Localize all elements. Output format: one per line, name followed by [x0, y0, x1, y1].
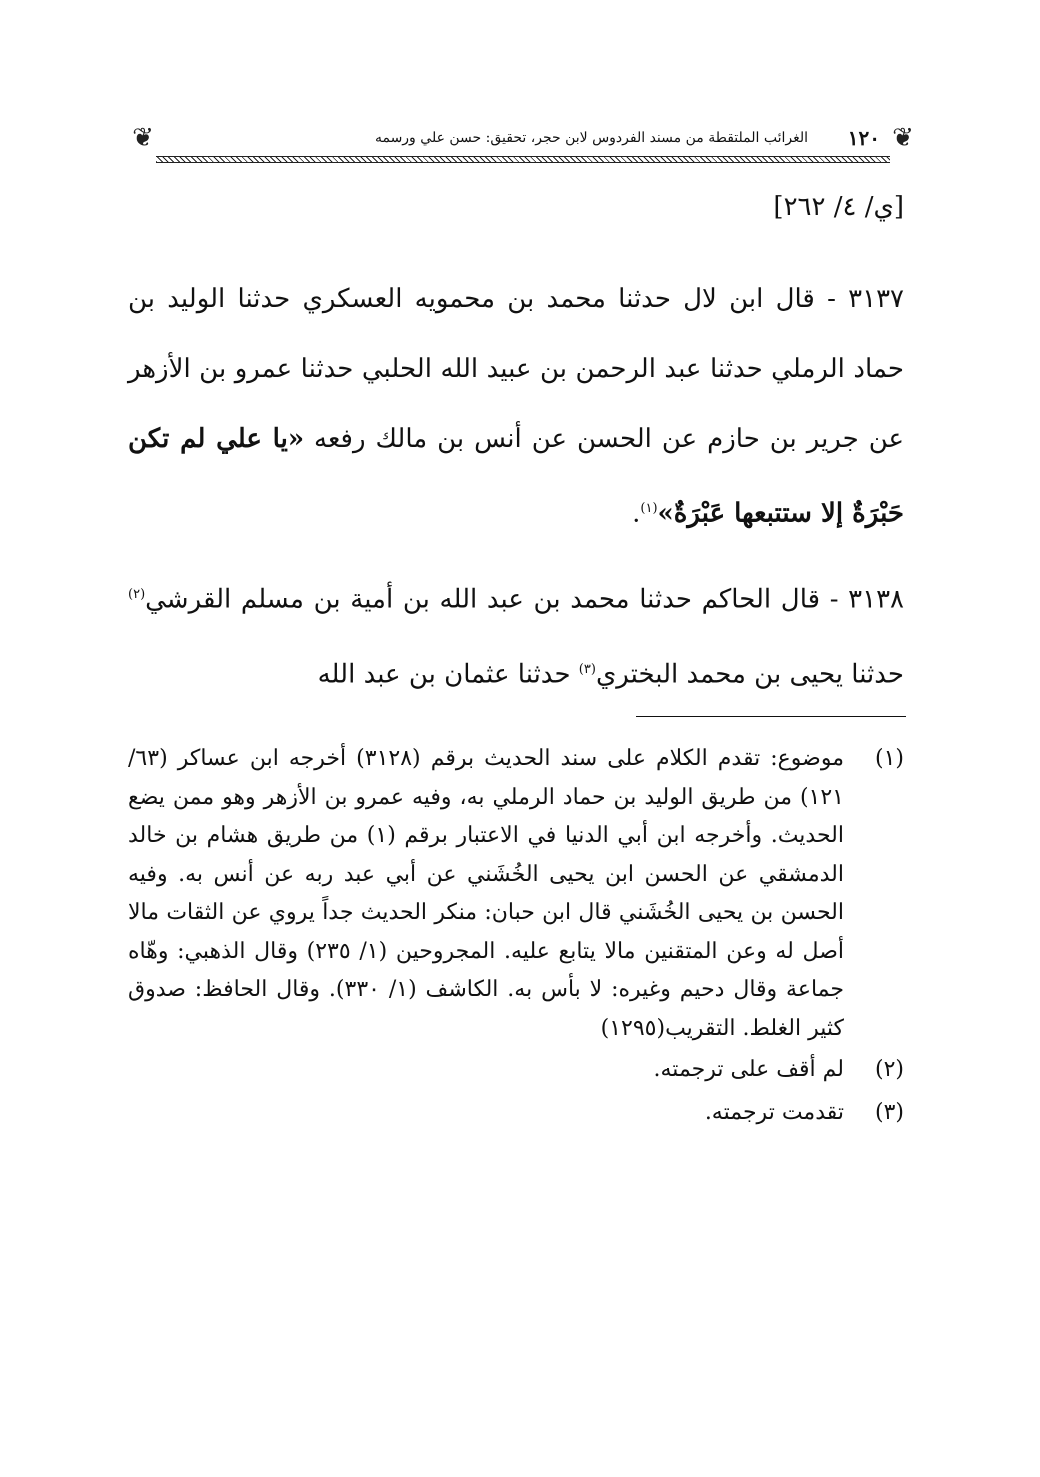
- footnotes: [128, 740, 904, 1134]
- footnote-mark-1: (١): [640, 501, 658, 516]
- hadith-3137-isnad: ٣١٣٧ - قال ابن لال حدثنا محمد بن محمويه العسكري حدثنا الوليد بن حماد الرملي حدثنا عبد الرحمن بن عبيد الله الحلبي حدثنا عمرو بن الأزهر عن جرير بن حازم عن الحسن عن أنس بن مالك رفعه: [128, 284, 904, 454]
- running-title: الغرائب الملتقطة من مسند الفردوس لابن حجر، تحقيق: حسن علي ورسمه: [374, 130, 808, 146]
- footnote-mark-3: (٣): [578, 661, 596, 677]
- hadith-3137: [128, 264, 904, 564]
- footnote-number: (٣): [874, 1100, 904, 1125]
- floral-ornament-icon: ❦: [132, 123, 154, 153]
- footnote-3: [128, 1091, 904, 1134]
- footnote-2: [128, 1048, 904, 1091]
- footnote-text: موضوع: تقدم الكلام على سند الحديث برقم (٣١٢٨) أخرجه ابن عساكر (٦٣/ ١٢١) من طريق الوليد بن حماد الرملي به، وفيه عمرو بن الأزهر وهو ممن يضع الحديث. وأخرجه ابن أبي الدنيا في الاعتبار برقم (١) من طريق هشام بن خالد الدمشقي عن الحسن ابن يحيى الخُشَني عن أبي عبد ربه عن أنس به. وفيه الحسن بن يحيى الخُشَني قال ابن حبان: منكر الحديث جداً يروي عن الثقات مالا أصل له وعن المتقنين مالا يتابع عليه. المجروحين (١/ ٢٣٥) وقال الذهبي: وهّاه جماعة وقال دحيم وغيره: لا بأس به. الكاشف (١/ ٣٣٠). وقال الحافظ: صدوق كثير الغلط. التقريب(١٢٩٥): [128, 746, 845, 1041]
- page-header: [128, 112, 918, 174]
- hadith-3137-text: «يا علي لم تكن حَبْرَةٌ إلا ستتبعها عَبْرَةٌ»: [128, 424, 904, 529]
- hadith-3138-part2: حدثنا يحيى بن محمد البختري: [595, 659, 904, 690]
- footnote-text: لم أقف على ترجمته.: [653, 1057, 844, 1082]
- hadith-3138-part1: ٣١٣٨ - قال الحاكم حدثنا محمد بن عبد الله بن أمية بن مسلم القرشي: [145, 584, 904, 615]
- footnote-number: (١): [874, 746, 904, 771]
- sentence-end: .: [632, 498, 641, 529]
- footnote-number: (٢): [874, 1057, 904, 1082]
- page-number: ١٢٠: [847, 126, 880, 150]
- footnote-text: تقدمت ترجمته.: [704, 1100, 844, 1125]
- header-rule: [156, 156, 890, 163]
- hadith-3138-part3: حدثنا عثمان بن عبد الله: [317, 659, 571, 690]
- footnote-separator: [636, 716, 906, 717]
- footnote-mark-2: (٢): [128, 587, 146, 602]
- footnote-1: [128, 740, 904, 1048]
- floral-ornament-icon: ❦: [892, 123, 914, 153]
- manuscript-reference: [ي/ ٤/ ٢٦٢]: [773, 192, 904, 222]
- hadith-3138: [128, 560, 904, 720]
